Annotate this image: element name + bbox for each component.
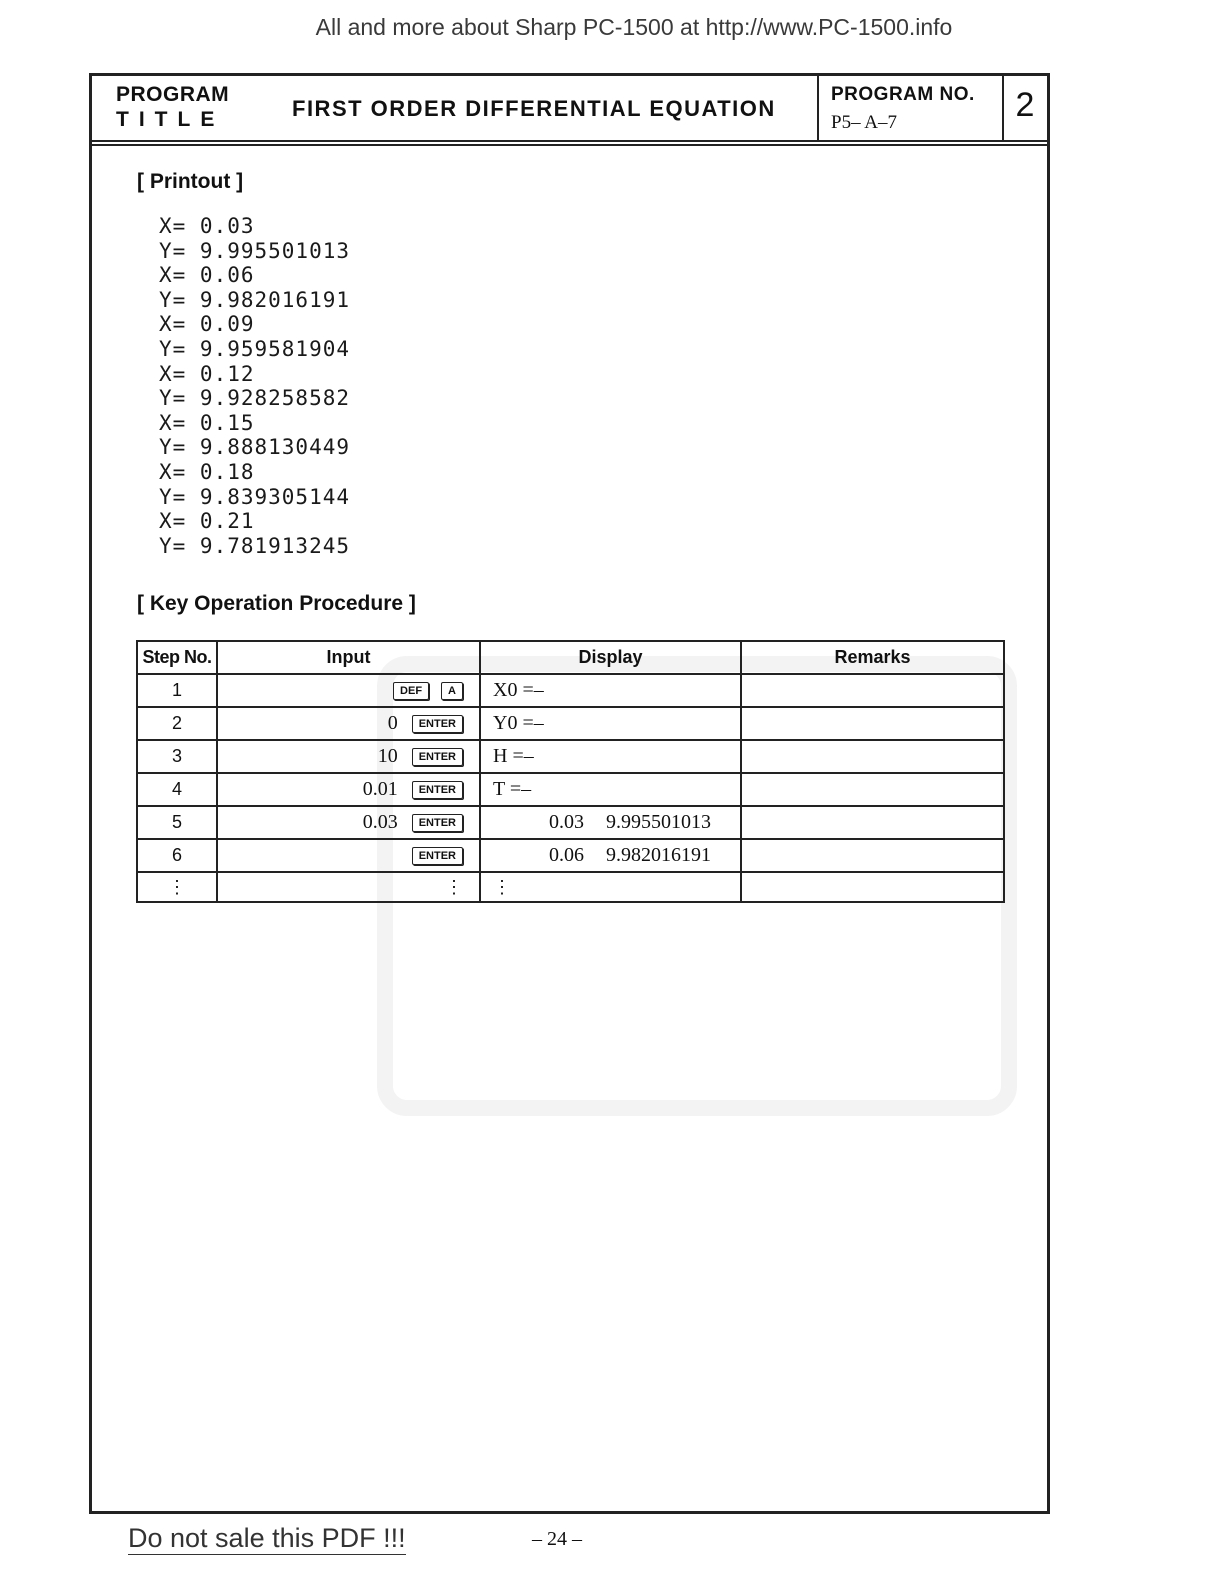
program-no-value: P5– A–7 — [831, 112, 897, 133]
table-row — [137, 674, 1004, 707]
program-no-label: PROGRAM NO. — [831, 84, 975, 105]
continuation-cell — [137, 872, 217, 902]
step-cell: 5 — [137, 806, 217, 839]
remarks-cell — [741, 773, 1004, 806]
input-cell — [217, 806, 480, 839]
printout-line: X= 0.18 — [159, 459, 255, 484]
program-title: FIRST ORDER DIFFERENTIAL EQUATION — [292, 96, 776, 121]
key-operation-table — [136, 640, 1005, 903]
key-a-icon: A — [441, 682, 463, 700]
input-value: 0 — [387, 712, 398, 734]
printout-line: X= 0.15 — [159, 410, 255, 435]
input-cell — [217, 740, 480, 773]
display-cell: T =– — [480, 773, 741, 806]
printout-line: Y= 9.928258582 — [159, 386, 351, 411]
input-cell — [217, 707, 480, 740]
continuation-cell — [741, 872, 1004, 902]
display-cell — [480, 806, 741, 839]
remarks-cell — [741, 806, 1004, 839]
page-frame — [89, 73, 1050, 1514]
key-enter-icon: ENTER — [412, 715, 463, 733]
display-x-value: 0.06 — [549, 844, 584, 866]
key-enter-icon: ENTER — [412, 781, 463, 799]
footer-page-number: – 24 – — [532, 1528, 582, 1550]
footer-note: Do not sale this PDF !!! — [128, 1523, 406, 1553]
printout-line: X= 0.03 — [159, 214, 255, 238]
continuation-cell — [480, 872, 741, 902]
table-header-row — [137, 641, 1004, 674]
printout-line: Y= 9.982016191 — [159, 287, 351, 312]
continuation-dots: ⋮ — [168, 876, 186, 897]
printout-line: Y= 9.959581904 — [159, 336, 351, 361]
display-y-value: 9.995501013 — [606, 811, 711, 833]
page-number: 2 — [1015, 86, 1035, 124]
input-value: 0.01 — [362, 778, 398, 800]
continuation-dots: ⋮ — [445, 876, 463, 897]
key-enter-icon: ENTER — [412, 814, 463, 832]
printout-line: Y= 9.781913245 — [159, 533, 351, 558]
table-row — [137, 806, 1004, 839]
key-enter-icon: ENTER — [412, 847, 463, 865]
printout-line: Y= 9.888130449 — [159, 435, 351, 460]
printout-line: X= 0.21 — [159, 509, 255, 534]
printout-line: X= 0.12 — [159, 361, 255, 386]
title-label: TITLE — [116, 108, 225, 131]
key-enter-icon: ENTER — [412, 748, 463, 766]
printout-line: Y= 9.839305144 — [159, 484, 351, 509]
site-header: All and more about Sharp PC-1500 at http://www.PC-1500.info — [315, 14, 953, 40]
key-def-icon: DEF — [393, 682, 429, 700]
step-cell: 3 — [137, 740, 217, 773]
header-remarks: Remarks — [741, 641, 1004, 674]
table-row — [137, 707, 1004, 740]
printout-line: X= 0.06 — [159, 263, 255, 288]
display-cell: X0 =– — [480, 674, 741, 707]
printout-line: X= 0.09 — [159, 312, 255, 337]
input-value: 0.03 — [362, 811, 398, 833]
printout-lines — [159, 214, 350, 558]
table-row — [137, 773, 1004, 806]
input-value: 10 — [377, 745, 398, 767]
step-cell: 4 — [137, 773, 217, 806]
input-cell — [217, 773, 480, 806]
display-cell — [480, 839, 741, 872]
step-cell: 1 — [137, 674, 217, 707]
table-row — [137, 839, 1004, 872]
table-row — [137, 740, 1004, 773]
header-display: Display — [480, 641, 741, 674]
remarks-cell — [741, 740, 1004, 773]
step-cell: 6 — [137, 839, 217, 872]
display-y-value: 9.982016191 — [606, 844, 711, 866]
display-x-value: 0.03 — [549, 811, 584, 833]
table-row-continuation — [137, 872, 1004, 902]
display-cell: Y0 =– — [480, 707, 741, 740]
divider — [817, 76, 819, 140]
program-label: PROGRAM — [116, 83, 230, 106]
header-step: Step No. — [137, 641, 217, 674]
header-input: Input — [217, 641, 480, 674]
program-title-label — [116, 82, 229, 132]
remarks-cell — [741, 707, 1004, 740]
remarks-cell — [741, 674, 1004, 707]
key-operation-heading: [ Key Operation Procedure ] — [137, 592, 416, 615]
step-cell: 2 — [137, 707, 217, 740]
input-cell — [217, 839, 480, 872]
continuation-dots: ⋮ — [493, 876, 511, 897]
printout-heading: [ Printout ] — [137, 170, 244, 193]
divider — [92, 144, 1047, 146]
printout-line: Y= 9.995501013 — [159, 238, 351, 263]
display-cell: H =– — [480, 740, 741, 773]
remarks-cell — [741, 839, 1004, 872]
title-block — [92, 76, 1047, 142]
continuation-cell — [217, 872, 480, 902]
input-cell — [217, 674, 480, 707]
